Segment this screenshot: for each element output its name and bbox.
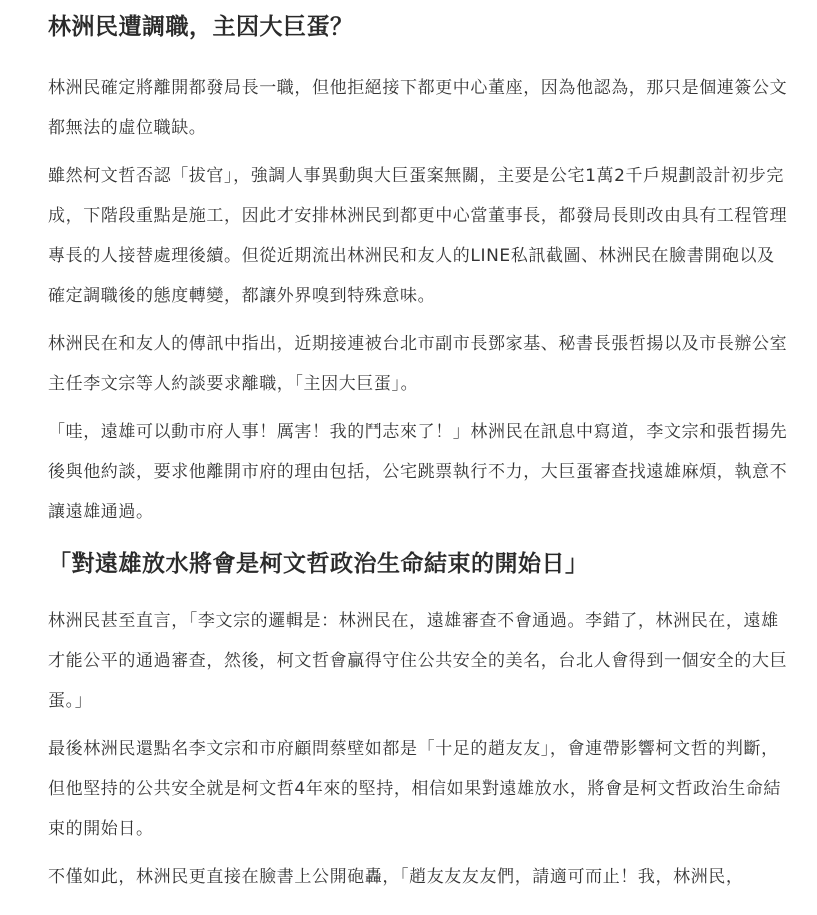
article-paragraph: 「哇，遠雄可以動市府人事！厲害！我的鬥志來了！」林洲民在訊息中寫道，李文宗和張哲揚先後與他約談，要求他離開市府的理由包括，公宅跳票執行不力，大巨蛋審查找遠雄麻煩，執意不讓遠雄通過。 <box>48 421 788 522</box>
article-paragraph: 不僅如此，林洲民更直接在臉書上公開砲轟，「趙友友友友們，請適可而止！我，林洲民， <box>48 866 744 887</box>
section-heading-reassignment: 林洲民遭調職，主因大巨蛋？ <box>48 14 354 40</box>
article-paragraph: 雖然柯文哲否認「拔官」，強調人事異動與大巨蛋案無關，主要是公宅1萬2千戶規劃設計初步完成，下階段重點是施工，因此才安排林洲民到都更中心當董事長，都發局長則改由具有工程管理專長的人接替處理後續。但從近期流出林洲民和友人的LINE私訊截圖、林洲民在臉書開砲以及確定調職後的態度轉變，都讓外界嗅到特殊意味。 <box>48 165 788 306</box>
section-heading-political-life: 「對遠雄放水將會是柯文哲政治生命結束的開始日」 <box>48 550 589 577</box>
article-paragraph: 林洲民在和友人的傳訊中指出，近期接連被台北市副市長鄧家基、秘書長張哲揚以及市長辦公室主任李文宗等人約談要求離職，「主因大巨蛋」。 <box>48 333 788 394</box>
article-paragraph: 林洲民甚至直言，「李文宗的邏輯是：林洲民在，遠雄審查不會通過。李錯了，林洲民在，遠雄才能公平的通過審查，然後，柯文哲會贏得守住公共安全的美名，台北人會得到一個安全的大巨蛋。」 <box>48 610 788 711</box>
article-paragraph: 林洲民確定將離開都發局長一職，但他拒絕接下都更中心董座，因為他認為，那只是個連簽公文都無法的虛位職缺。 <box>48 77 788 138</box>
article-paragraph: 最後林洲民還點名李文宗和市府顧問蔡壁如都是「十足的趙友友」，會連帶影響柯文哲的判斷，但他堅持的公共安全就是柯文哲4年來的堅持，相信如果對遠雄放水，將會是柯文哲政治生命結束的開始日。 <box>48 738 782 839</box>
